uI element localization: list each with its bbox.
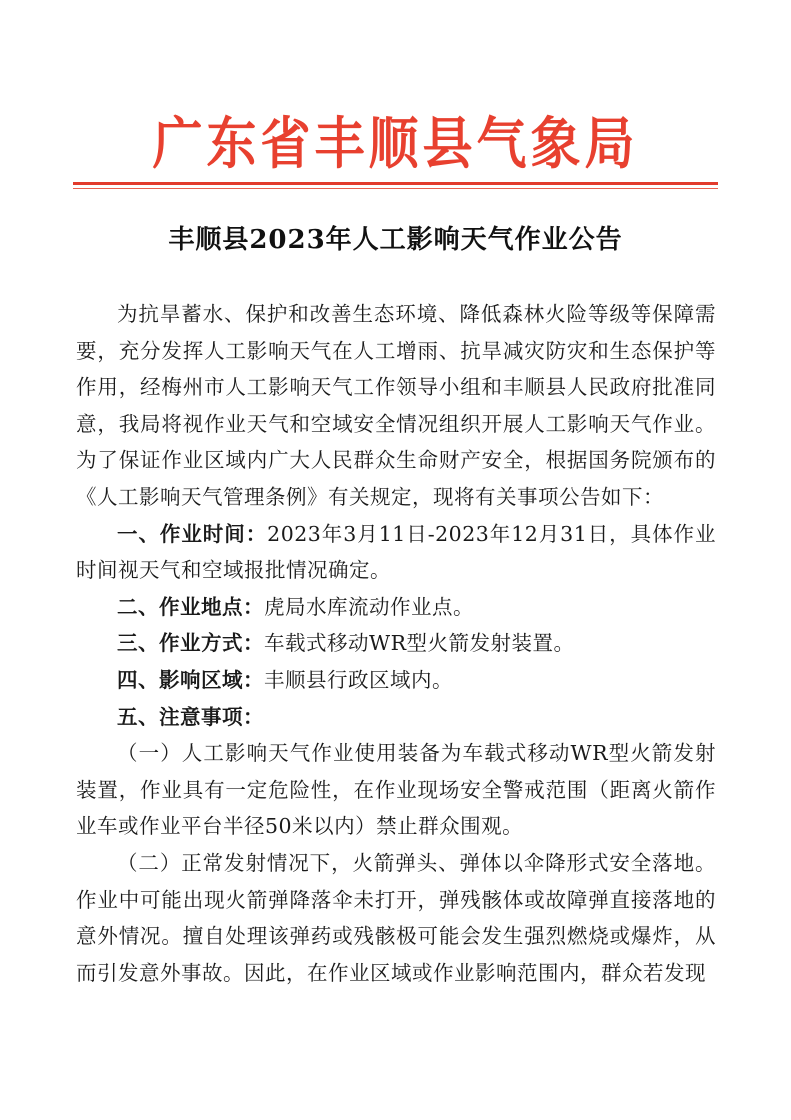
item-text: 虎局水库流动作业点。 (264, 594, 474, 619)
item-location (76, 589, 716, 626)
letterhead-rule-thin (73, 188, 718, 189)
item-area (76, 662, 716, 699)
item-label: 一、作业时间： (117, 521, 268, 546)
item-text: 丰顺县行政区域内。 (264, 667, 453, 692)
item-text: 2023年3月11日-2023年12月31日，具体作业时间视天气和空域报批情况确定。 (76, 521, 716, 583)
item-label: 三、作业方式： (117, 631, 264, 656)
note-paragraph-1: （一）人工影响天气作业使用装备为车载式移动WR型火箭发射装置，作业具有一定危险性，在作业现场安全警戒范围（距离火箭作业车或作业平台半径50米以内）禁止群众围观。 (76, 741, 716, 839)
item-method (76, 625, 716, 662)
intro-paragraph: 为抗旱蓄水、保护和改善生态环境、降低森林火险等级等保障需要，充分发挥人工影响天气在人工增雨、抗旱减灾防灾和生态保护等作用，经梅州市人工影响天气工作领导小组和丰顺县人民政府批准同意，我局将视作业天气和空域安全情况组织开展人工影响天气作业。为了保证作业区域内广大人民群众生命财产安全，根据国务院颁布的《人工影响天气管理条例》有关规定，现将有关事项公告如下： (76, 302, 716, 509)
item-label: 四、影响区域： (117, 667, 264, 692)
item-label: 五、注意事项： (117, 704, 264, 729)
item-time (76, 516, 716, 589)
document-title: 丰顺县2023年人工影响天气作业公告 (168, 225, 623, 255)
document-body (76, 296, 716, 991)
item-text: 车载式移动WR型火箭发射装置。 (264, 631, 575, 656)
note-paragraph-2: （二）正常发射情况下，火箭弹头、弹体以伞降形式安全落地。作业中可能出现火箭弹降落伞未打开，弹残骸体或故障弹直接落地的意外情况。擅自处理该弹药或残骸极可能会发生强烈燃烧或爆炸，从而引发意外事故。因此，在作业区域或作业影响范围内，群众若发现 (76, 850, 716, 985)
item-notes (76, 699, 716, 736)
letterhead-rule (73, 182, 718, 185)
item-label: 二、作业地点： (117, 594, 264, 619)
letterhead-title: 广东省丰顺县气象局 (152, 111, 639, 177)
